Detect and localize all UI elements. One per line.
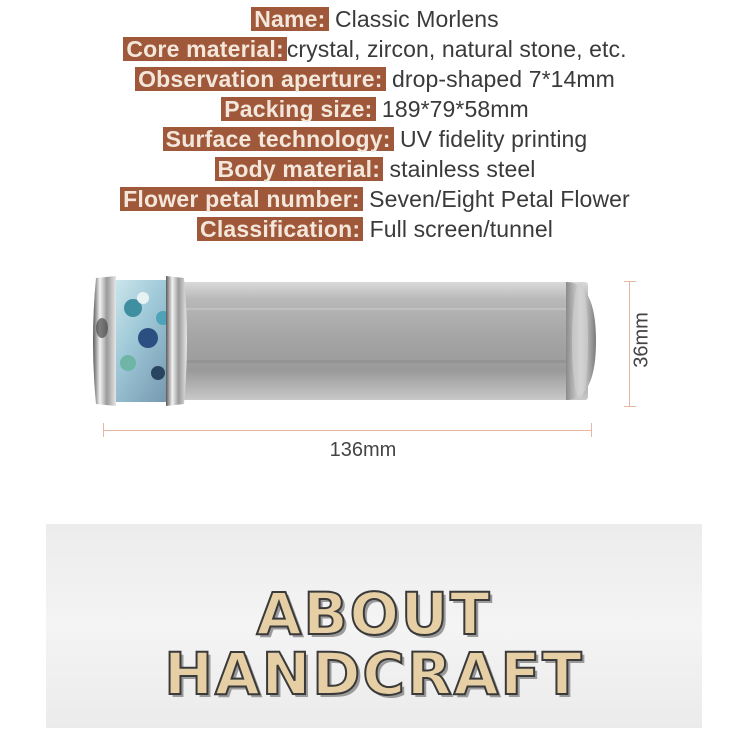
about-handcraft-banner <box>46 524 702 728</box>
spec-value: 189*79*58mm <box>381 96 529 122</box>
spec-value: crystal, zircon, natural stone, etc. <box>286 36 627 62</box>
spec-value: UV fidelity printing <box>399 126 588 152</box>
height-dimension-label: 36mm <box>630 312 653 368</box>
kaleidoscope-image <box>88 268 608 414</box>
spec-label: Body material: <box>215 157 384 181</box>
spec-value: stainless steel <box>389 156 536 182</box>
spec-label: Surface technology: <box>163 127 394 151</box>
banner-title-line1: ABOUT <box>256 580 492 648</box>
spec-label: Flower petal number: <box>120 187 363 211</box>
spec-label: Name: <box>251 7 328 31</box>
spec-row-core-material <box>0 34 750 64</box>
spec-label: Classification: <box>197 217 363 241</box>
spec-row-packing-size <box>0 94 750 124</box>
spec-value: Classic Morlens <box>334 6 499 32</box>
spec-label: Observation aperture: <box>135 67 386 91</box>
spec-value: Seven/Eight Petal Flower <box>369 186 630 212</box>
spec-row-surface-technology <box>0 124 750 154</box>
spec-row-observation-aperture <box>0 64 750 94</box>
length-dimension-label: 136mm <box>329 439 397 461</box>
length-dimension-line <box>103 423 592 437</box>
spec-value: drop-shaped 7*14mm <box>391 66 615 92</box>
spec-row-name <box>0 4 750 34</box>
spec-row-flower-petal-number <box>0 184 750 214</box>
spec-list <box>0 4 750 244</box>
spec-label: Packing size: <box>221 97 375 121</box>
spec-label: Core material: <box>123 37 286 61</box>
spec-value: Full screen/tunnel <box>369 216 553 242</box>
banner-title-line2: HANDCRAFT <box>164 640 584 708</box>
spec-row-classification <box>0 214 750 244</box>
spec-row-body-material <box>0 154 750 184</box>
